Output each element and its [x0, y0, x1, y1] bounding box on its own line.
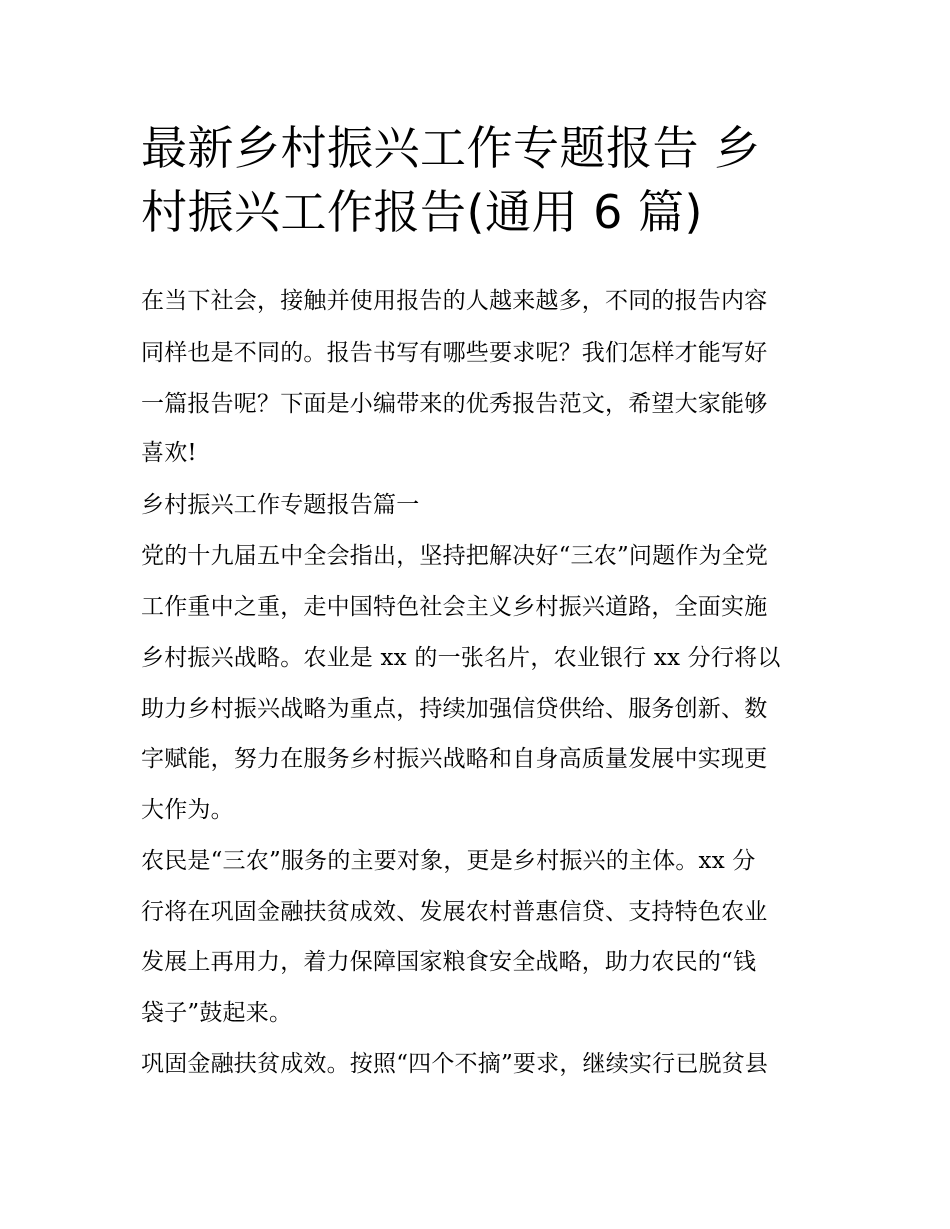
text-line: 大作为。	[141, 797, 234, 823]
text-line: 喜欢!	[141, 440, 197, 466]
title-line-1: 最新乡村振兴工作专题报告 乡	[141, 121, 761, 175]
text-line: 行将在巩固金融扶贫成效、发展农村普惠信贷、支持特色农业	[141, 899, 768, 925]
text-line: 助力乡村振兴战略为重点，持续加强信贷供给、服务创新、数	[141, 696, 768, 722]
document-title	[141, 116, 821, 244]
title-line-2: 村振兴工作报告(通用 6 篇)	[141, 185, 703, 239]
text-line: 袋子”鼓起来。	[141, 1000, 293, 1026]
section-heading: 乡村振兴工作专题报告篇一	[141, 492, 420, 518]
text-line: 巩固金融扶贫成效。按照“四个不摘”要求，继续实行已脱贫县	[141, 1051, 769, 1077]
text-line: 乡村振兴战略。农业是 xx 的一张名片，农业银行 xx 分行将以	[141, 645, 781, 671]
text-line: 同样也是不同的。报告书写有哪些要求呢？我们怎样才能写好	[141, 340, 768, 366]
text-line: 在当下社会，接触并使用报告的人越来越多，不同的报告内容	[141, 288, 768, 314]
text-line: 农民是“三农”服务的主要对象，更是乡村振兴的主体。xx 分	[141, 848, 756, 874]
text-line: 工作重中之重，走中国特色社会主义乡村振兴道路，全面实施	[141, 594, 768, 620]
text-line: 一篇报告呢？下面是小编带来的优秀报告范文，希望大家能够	[141, 391, 768, 417]
text-line: 字赋能，努力在服务乡村振兴战略和自身高质量发展中实现更	[141, 746, 768, 772]
text-line: 党的十九届五中全会指出，坚持把解决好“三农”问题作为全党	[141, 543, 769, 569]
text-line: 发展上再用力，着力保障国家粮食安全战略，助力农民的“钱	[141, 949, 757, 975]
